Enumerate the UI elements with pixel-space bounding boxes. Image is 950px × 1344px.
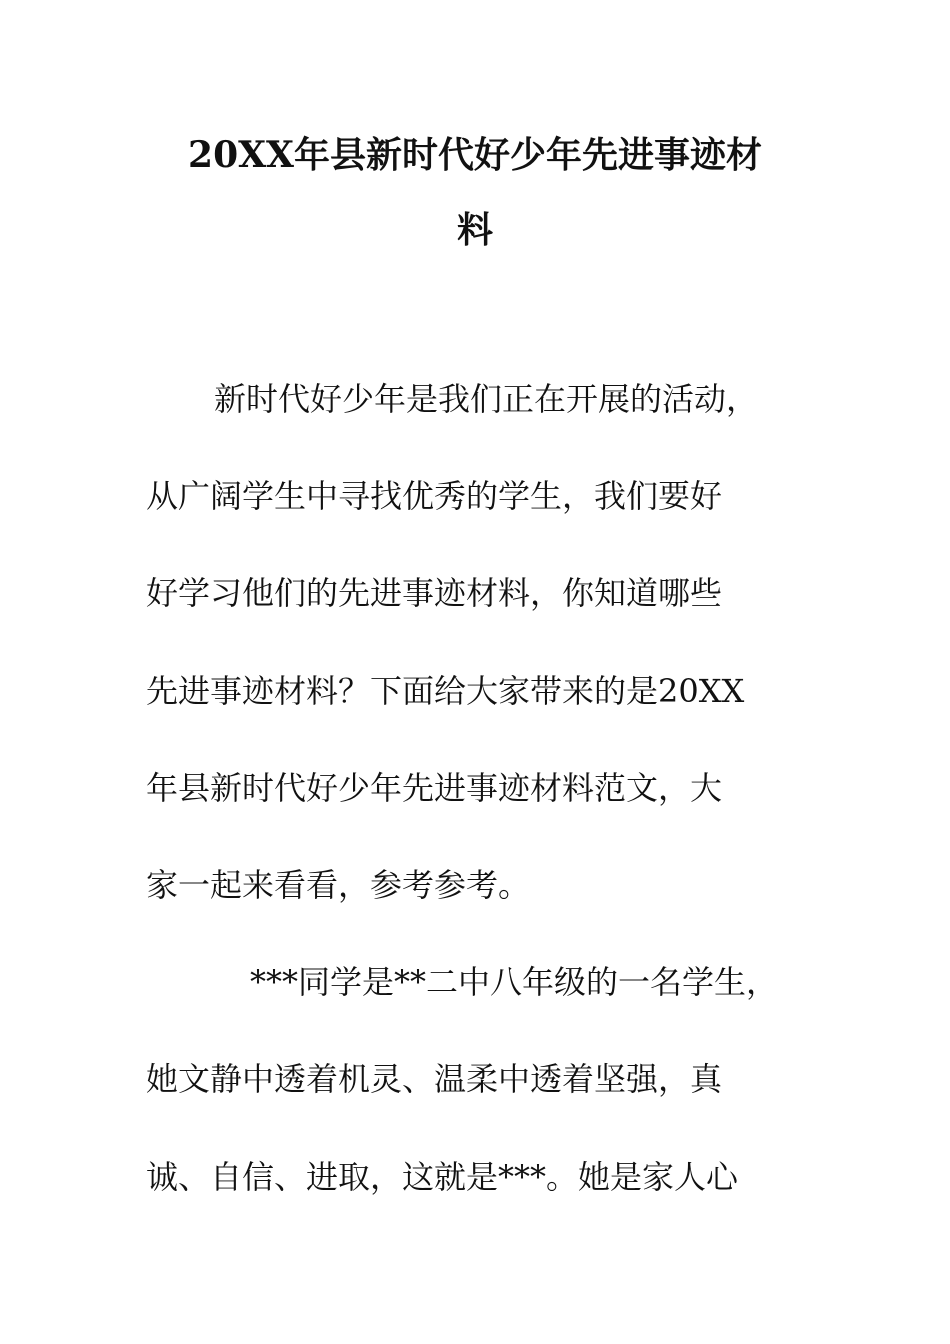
document-body [146,366,826,1241]
body-line-1: 新时代好少年是我们正在开展的活动， [214,380,759,418]
body-line-3: 好学习他们的先进事迹材料，你知道哪些 [146,574,723,613]
body-line-7: ***同学是**二中八年级的一名学生， [250,963,779,1002]
body-line-9: 诚、自信、进取，这就是***。她是家人心 [146,1157,739,1196]
body-line-5: 年县新时代好少年先进事迹材料范文，大 [146,768,723,807]
body-line-4: 先进事迹材料？下面给大家带来的是20XX [146,671,745,710]
body-line-8: 她文静中透着机灵、温柔中透着坚强，真 [146,1060,723,1099]
document-title-line-2: 料 [456,209,493,251]
body-line-6: 家一起来看看，参考参考。 [146,865,531,904]
body-line-2: 从广阔学生中寻找优秀的学生，我们要好 [146,477,723,516]
document-title-line-1: 20XX年县新时代好少年先进事迹材 [188,134,762,176]
